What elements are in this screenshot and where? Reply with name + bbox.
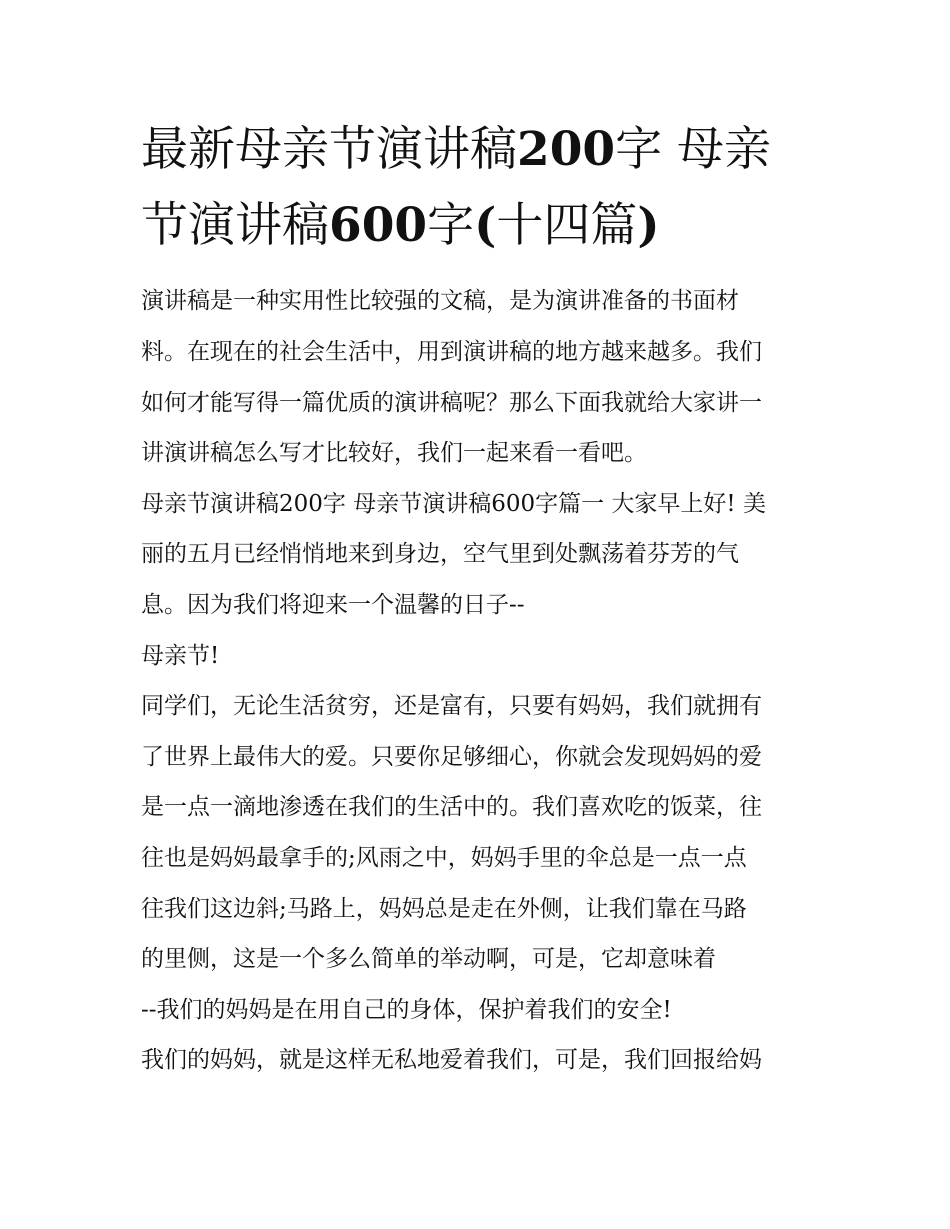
body-line: 料。在现在的社会生活中，用到演讲稿的地方越来越多。我们 (141, 339, 762, 365)
title-line: 节演讲稿600字(十四篇) (141, 198, 660, 253)
body-line: 演讲稿是一种实用性比较强的文稿，是为演讲准备的书面材 (141, 288, 739, 314)
body-line: 母亲节! (141, 643, 220, 669)
body-line: 讲演讲稿怎么写才比较好，我们一起来看一看吧。 (141, 440, 647, 466)
body-line: 丽的五月已经悄悄地来到身边，空气里到处飘荡着芬芳的气 (141, 541, 739, 567)
body-line: 往也是妈妈最拿手的;风雨之中，妈妈手里的伞总是一点一点 (141, 845, 747, 871)
body-line: 息。因为我们将迎来一个温馨的日子-- (141, 592, 525, 618)
body-line: 我们的妈妈，就是这样无私地爱着我们，可是，我们回报给妈 (141, 1047, 762, 1073)
body-line: 同学们，无论生活贫穷，还是富有，只要有妈妈，我们就拥有 (141, 693, 762, 719)
body-line: 了世界上最伟大的爱。只要你足够细心，你就会发现妈妈的爱 (141, 744, 762, 770)
body-line: 是一点一滴地渗透在我们的生活中的。我们喜欢吃的饭菜，往 (141, 794, 762, 820)
body-line: 的里侧，这是一个多么简单的举动啊，可是，它却意味着 (141, 946, 716, 972)
body-line: 往我们这边斜;马路上，妈妈总是走在外侧，让我们靠在马路 (141, 896, 747, 922)
document-title (141, 112, 831, 264)
body-line: 如何才能写得一篇优质的演讲稿呢？那么下面我就给大家讲一 (141, 390, 762, 416)
body-line: --我们的妈妈是在用自己的身体，保护着我们的安全! (141, 997, 672, 1023)
body-line: 母亲节演讲稿200字 母亲节演讲稿600字篇一 大家早上好! 美 (141, 491, 766, 517)
title-line: 最新母亲节演讲稿200字 母亲 (141, 122, 772, 177)
